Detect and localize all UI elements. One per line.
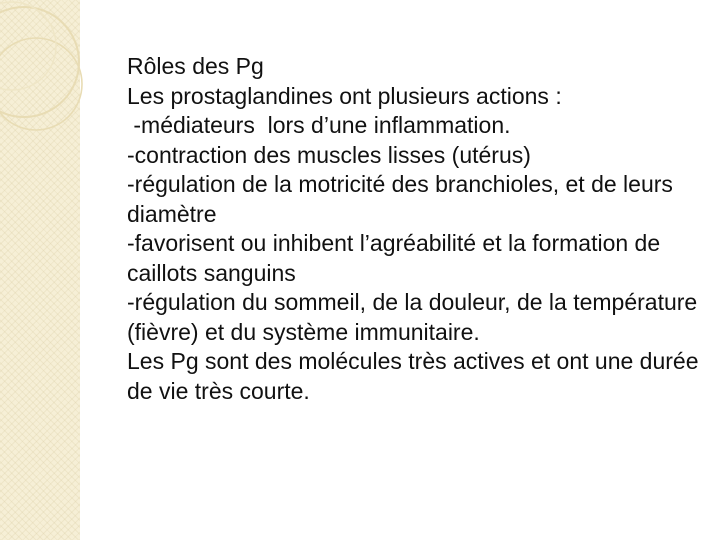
- slide-text-line: -favorisent ou inhibent l’agréabilité et la formation de caillots sanguins: [127, 230, 667, 286]
- slide-text-line: -médiateurs lors d’une inflammation.: [127, 112, 511, 138]
- slide-text-line: -contraction des muscles lisses (utérus): [127, 141, 531, 168]
- slide-text-line: -régulation du sommeil, de la douleur, de la température (fièvre) et du système immunitaire.: [127, 289, 704, 345]
- slide-title-line: Rôles des Pg: [127, 53, 264, 79]
- slide-body: [127, 52, 705, 406]
- slide-text-line: Les Pg sont des molécules très actives et ont une durée de vie très courte.: [127, 348, 705, 404]
- slide-text-line: -régulation de la motricité des branchioles, et de leurs diamètre: [127, 171, 680, 227]
- decorative-side-strip: [0, 0, 80, 540]
- slide-text-line: Les prostaglandines ont plusieurs actions :: [127, 82, 562, 109]
